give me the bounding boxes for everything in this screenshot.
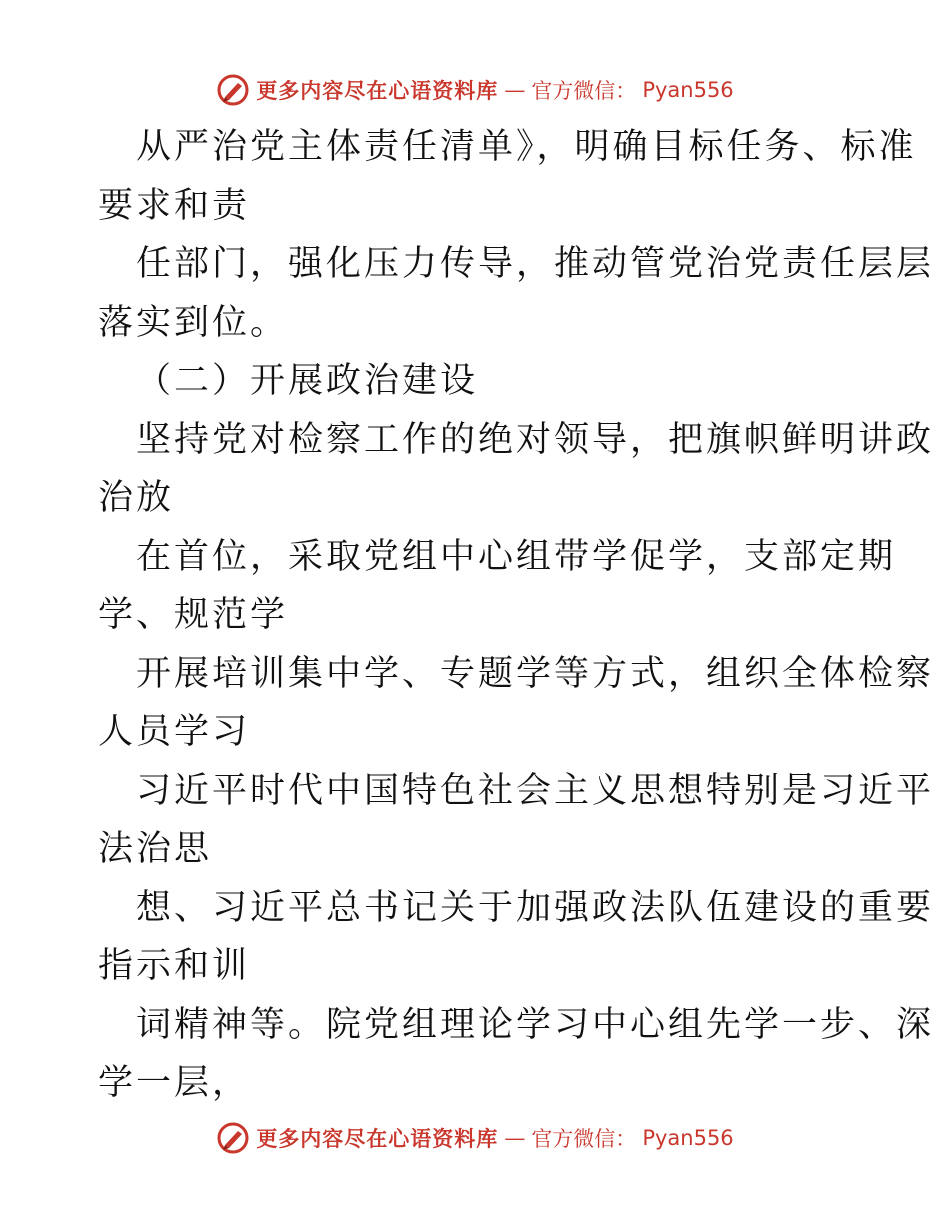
body-line: 落实到位。 (98, 302, 289, 343)
body-line: 治放 (98, 478, 175, 518)
body-line: 学一层， (98, 1063, 251, 1103)
body-line: 开展培训集中学、专题学等方式，组织全体检察 (136, 653, 935, 694)
body-line: 人员学习 (98, 712, 251, 752)
body-line: 习近平时代中国特色社会主义思想特别是习近平 (136, 770, 935, 811)
watermark-id: Pyan556 (642, 1126, 734, 1150)
watermark-text: 更多内容尽在心语资料库 (256, 78, 499, 103)
body-line: 学、规范学 (98, 595, 289, 635)
body-line: 在首位，采取党组中心组带学促学，支部定期 (136, 536, 897, 577)
watermark-separator: — (504, 1126, 526, 1150)
body-line: 从严治党主体责任清单》，明确目标任务、标准 (136, 127, 917, 167)
document-body (98, 118, 935, 1113)
body-line: 坚持党对检察工作的绝对领导，把旗帜鲜明讲政 (136, 419, 935, 460)
body-line: 法治思 (98, 829, 213, 869)
watermark-separator: — (504, 78, 526, 102)
body-line: 词精神等。院党组理论学习中心组先学一步、深 (136, 1004, 935, 1045)
header-watermark (0, 70, 950, 110)
watermark-text: 更多内容尽在心语资料库 (256, 1126, 499, 1151)
watermark-label: 官方微信： (531, 79, 637, 103)
body-line: 想、习近平总书记关于加强政法队伍建设的重要 (136, 887, 935, 928)
body-line: 任部门，强化压力传导，推动管党治党责任层层 (136, 244, 935, 284)
pen-logo-icon (216, 1121, 250, 1155)
pen-logo-icon (216, 73, 250, 107)
body-line: 指示和训 (98, 946, 251, 986)
section-heading: （二）开展政治建设 (136, 361, 479, 401)
watermark-id: Pyan556 (642, 78, 734, 102)
watermark-label: 官方微信： (531, 1127, 637, 1151)
footer-watermark (0, 1118, 950, 1158)
body-line: 要求和责 (98, 185, 251, 226)
